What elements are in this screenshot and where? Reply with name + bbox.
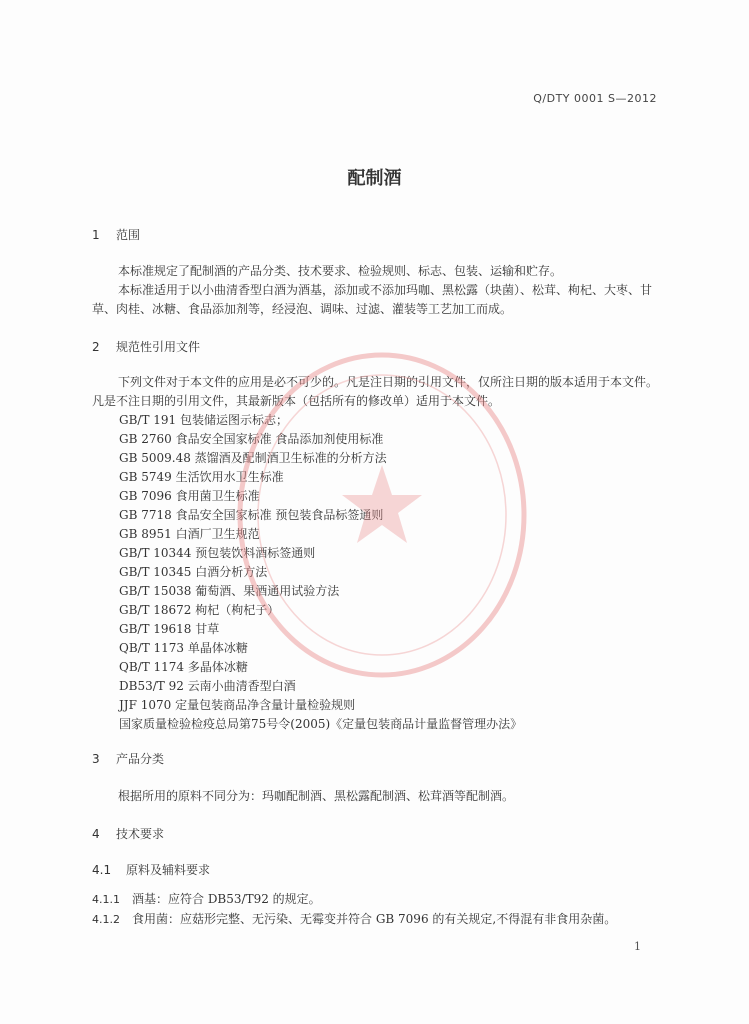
clause-4-1-1 xyxy=(92,890,321,907)
section-title: 技术要求 xyxy=(116,827,165,841)
list-item: GB 5009.48 蒸馏酒及配制酒卫生标准的分析方法 xyxy=(119,451,387,465)
list-item: GB 8951 白酒厂卫生规范 xyxy=(119,527,260,541)
standard-code: Q/DTY 0001 S—2012 xyxy=(533,92,657,105)
section-heading-refs xyxy=(92,338,200,355)
list-item: GB/T 191 包装储运图示标志； xyxy=(119,413,288,427)
list-item: GB 5749 生活饮用水卫生标准 xyxy=(119,470,284,484)
section-number: 2 xyxy=(92,340,100,354)
list-item: GB/T 15038 葡萄酒、果酒通用试验方法 xyxy=(119,584,340,598)
subsection-heading-materials xyxy=(92,861,210,878)
subsection-title: 原料及辅料要求 xyxy=(126,863,211,877)
clause-4-1-2 xyxy=(92,910,616,927)
section-number: 3 xyxy=(92,752,100,766)
scope-paragraph-2: 本标准适用于以小曲清香型白酒为酒基，添加或不添加玛咖、黑松露（块菌）、松茸、枸杞、大枣、甘草、肉桂、冰糖、食品添加剂等，经浸泡、调味、过滤、灌装等工艺加工而成。 xyxy=(92,283,653,316)
list-item: QB/T 1173 单晶体冰糖 xyxy=(119,641,248,655)
clause-text: 酒基：应符合 DB53/T92 的规定。 xyxy=(132,892,321,906)
section-title: 产品分类 xyxy=(116,752,165,766)
page-title: 配制酒 xyxy=(347,168,402,189)
page-number: 1 xyxy=(634,940,641,953)
classification-paragraph: 根据所用的原料不同分为：玛咖配制酒、黑松露配制酒、松茸酒等配制酒。 xyxy=(118,789,515,803)
list-item: GB/T 10345 白酒分析方法 xyxy=(119,565,268,579)
refs-intro: 下列文件对于本文件的应用是必不可少的。凡是注日期的引用文件，仅所注日期的版本适用于本文件。凡是不注日期的引用文件，其最新版本（包括所有的修改单）适用于本文件。 xyxy=(92,375,659,408)
list-item: GB 7718 食品安全国家标准 预包装食品标签通则 xyxy=(119,508,384,522)
list-item: GB/T 18672 枸杞（枸杞子） xyxy=(119,603,280,617)
section-number: 1 xyxy=(92,228,100,242)
list-item: GB/T 19618 甘草 xyxy=(119,622,220,636)
scope-paragraph-1: 本标准规定了配制酒的产品分类、技术要求、检验规则、标志、包装、运输和贮存。 xyxy=(118,264,563,278)
clause-number: 4.1.2 xyxy=(92,913,120,926)
subsection-number: 4.1 xyxy=(92,863,112,877)
section-title: 规范性引用文件 xyxy=(116,340,201,354)
list-item: QB/T 1174 多晶体冰糖 xyxy=(119,660,248,674)
list-item: 国家质量检验检疫总局第75号令(2005)《定量包装商品计量监督管理办法》 xyxy=(119,717,523,731)
section-heading-scope xyxy=(92,226,140,243)
section-title: 范围 xyxy=(116,228,141,242)
list-item: DB53/T 92 云南小曲清香型白酒 xyxy=(119,679,296,693)
clause-number: 4.1.1 xyxy=(92,893,120,906)
reference-list xyxy=(119,411,522,734)
list-item: GB 7096 食用菌卫生标准 xyxy=(119,489,260,503)
list-item: GB 2760 食品安全国家标准 食品添加剂使用标准 xyxy=(119,432,384,446)
section-heading-tech xyxy=(92,825,164,842)
clause-text: 食用菌：应菇形完整、无污染、无霉变并符合 GB 7096 的有关规定,不得混有非食用杂菌。 xyxy=(132,912,617,926)
list-item: GB/T 10344 预包装饮料酒标签通则 xyxy=(119,546,316,560)
section-heading-classification xyxy=(92,750,164,767)
list-item: JJF 1070 定量包装商品净含量计量检验规则 xyxy=(119,698,356,712)
section-number: 4 xyxy=(92,827,100,841)
